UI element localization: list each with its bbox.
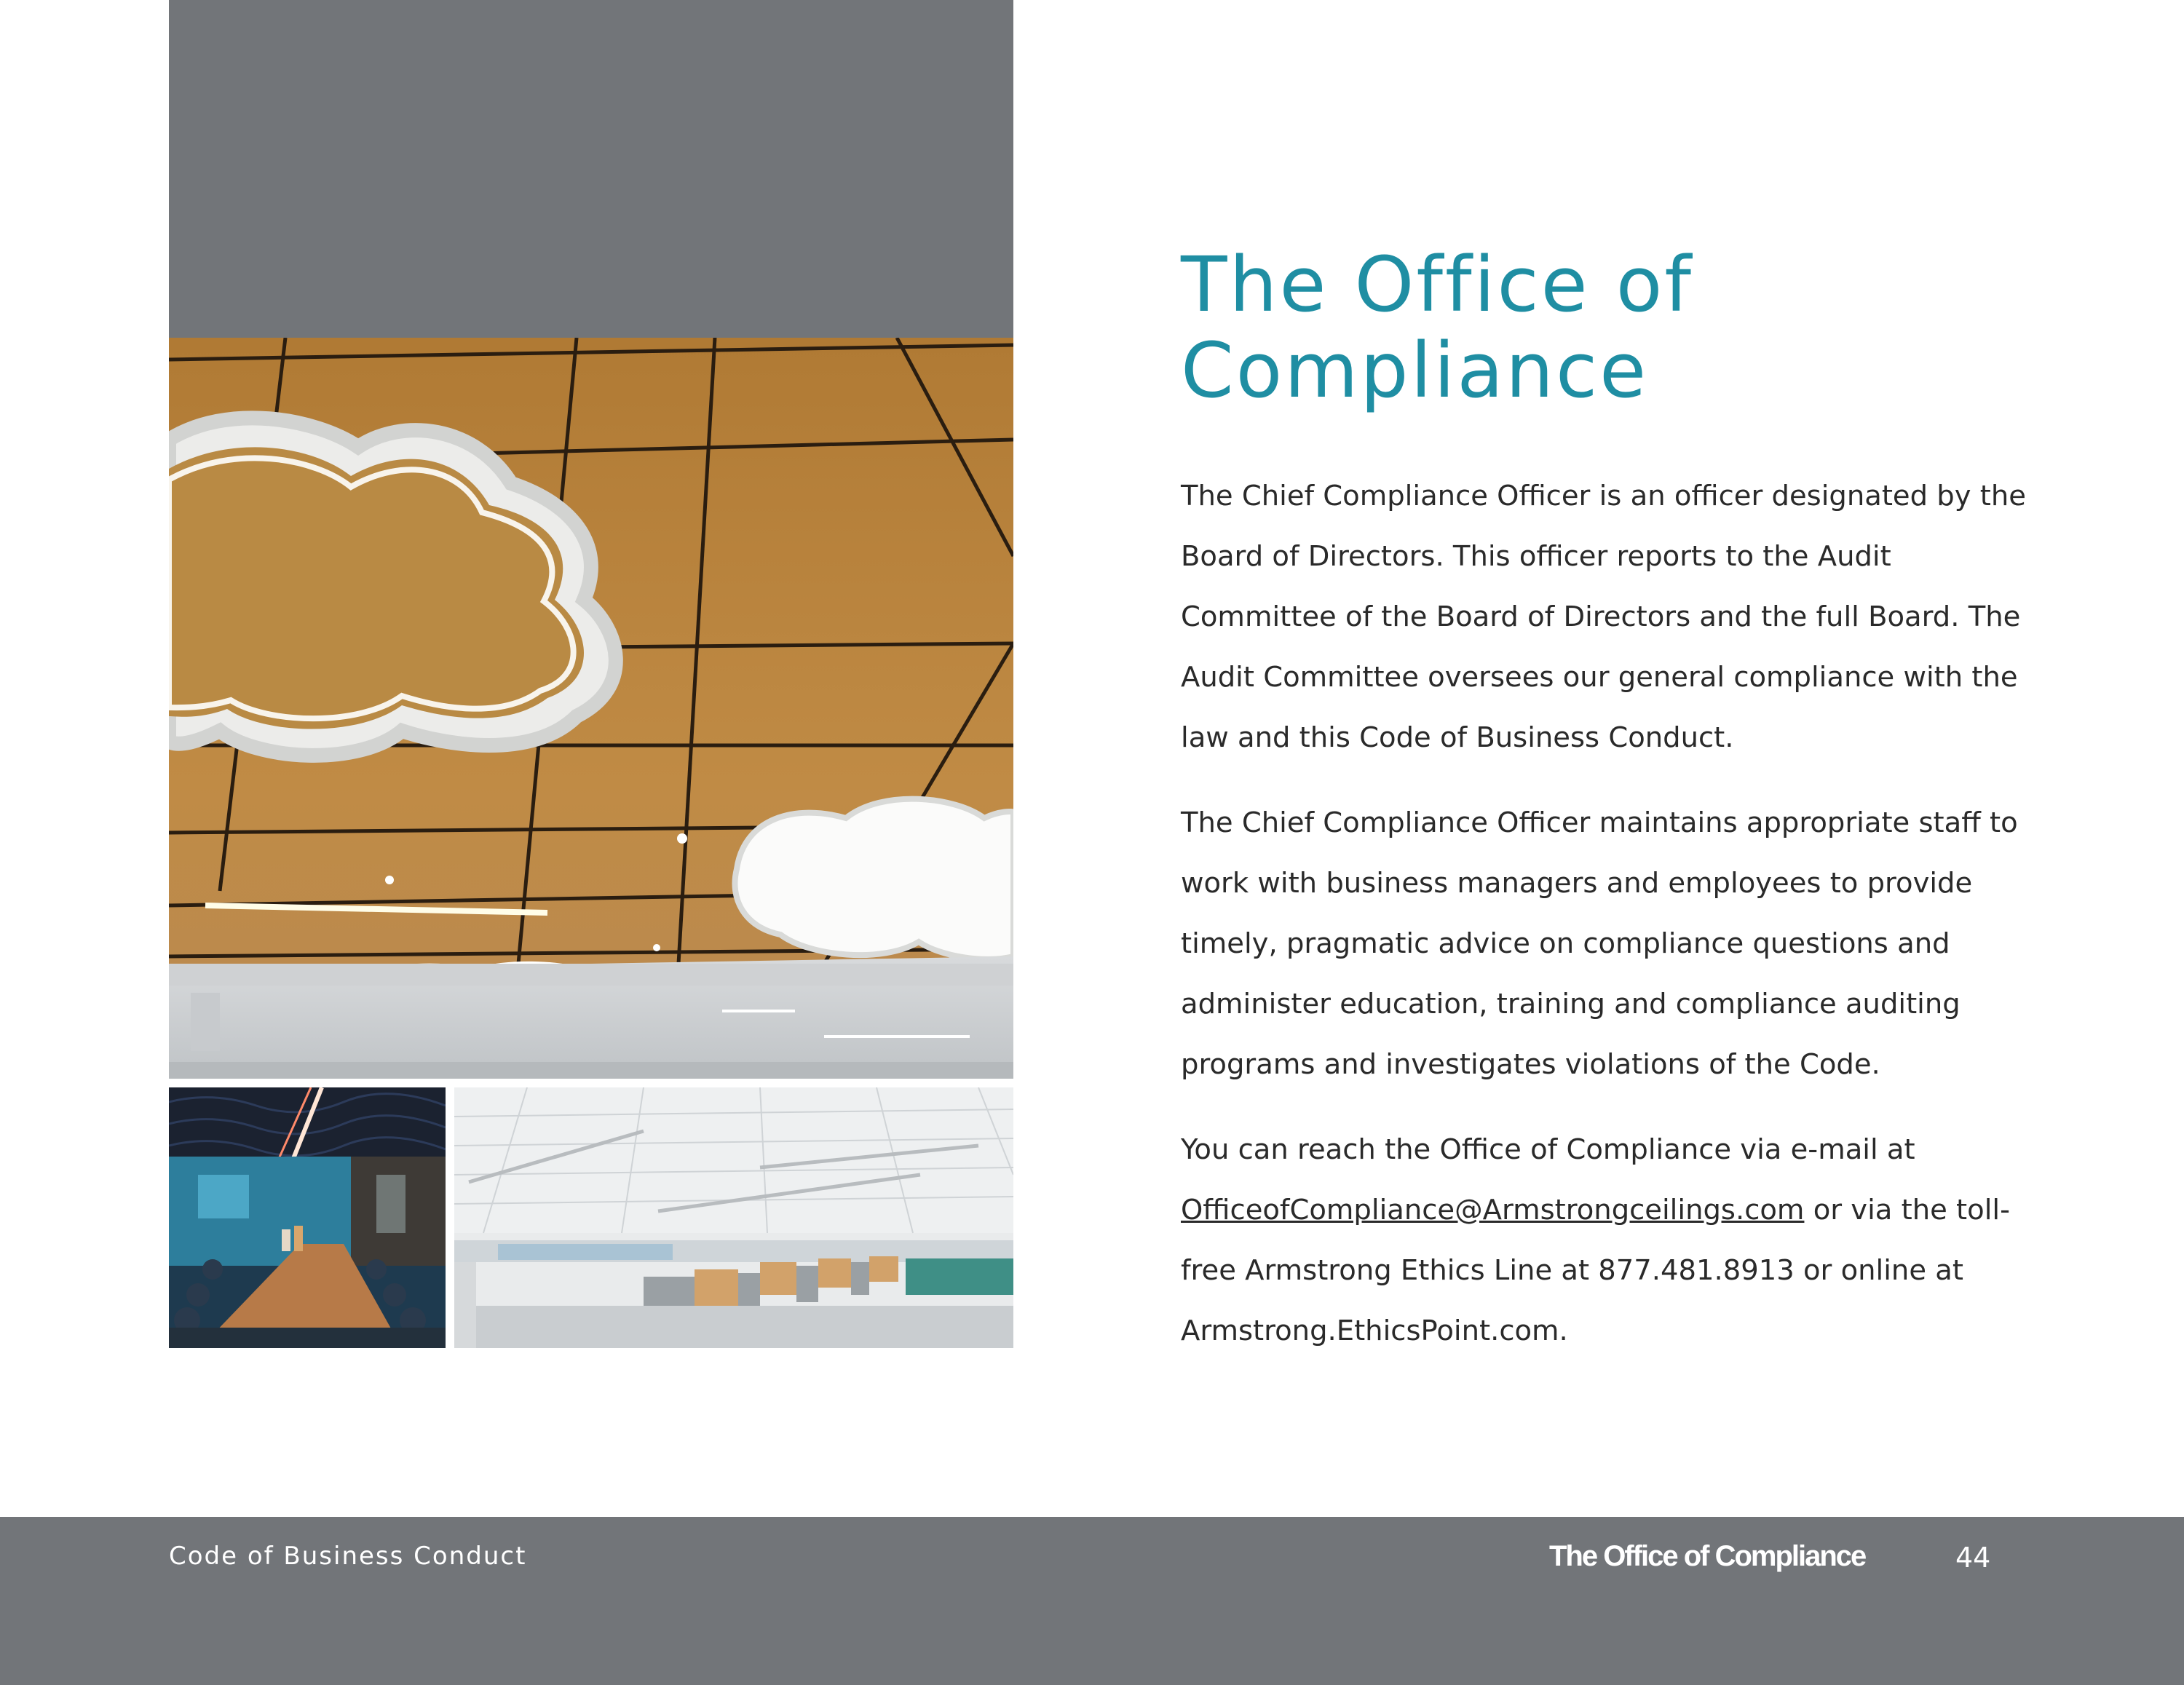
paragraph-2: The Chief Compliance Officer maintains appropriate staff to work with business managers and employees to provide timely, pragmatic advice on compliance questions and administer education, training and compliance auditing programs and investigates violations of the Code.	[1181, 806, 2018, 1081]
contact-intro-text: You can reach the Office of Compliance via e-mail at	[1181, 1133, 1915, 1166]
header-gray-block	[169, 0, 1013, 339]
contact-details-text: or via the toll-free Armstrong Ethics Line at 877.481.8913 or online at Armstrong.EthicsPoint.com.	[1181, 1194, 2010, 1347]
footer-section-name: The Office of Compliance	[1549, 1540, 1866, 1572]
open-office-photo	[454, 1087, 1013, 1348]
paragraph-1: The Chief Compliance Officer is an officer designated by the Board of Directors. This officer reports to the Audit Committee of the Board of Directors and the full Board. The Audit Committee oversees our general compliance with the law and this Code of Business Conduct.	[1181, 480, 2026, 754]
footer-document-name: Code of Business Conduct	[169, 1542, 527, 1571]
conference-room-photo	[169, 1087, 446, 1348]
page-title	[1181, 242, 2054, 413]
footer-bar	[0, 1517, 2184, 1685]
page-title-line1: The Office of	[1181, 240, 1693, 329]
ceiling-cloud-photo	[169, 338, 1013, 1079]
page-number: 44	[1955, 1542, 1991, 1574]
body-text	[1181, 466, 2040, 1386]
page-title-line2: Compliance	[1181, 326, 1649, 415]
paragraph-3	[1181, 1119, 2040, 1361]
compliance-email-link[interactable]: OfficeofCompliance@Armstrongceilings.com	[1181, 1194, 1805, 1226]
